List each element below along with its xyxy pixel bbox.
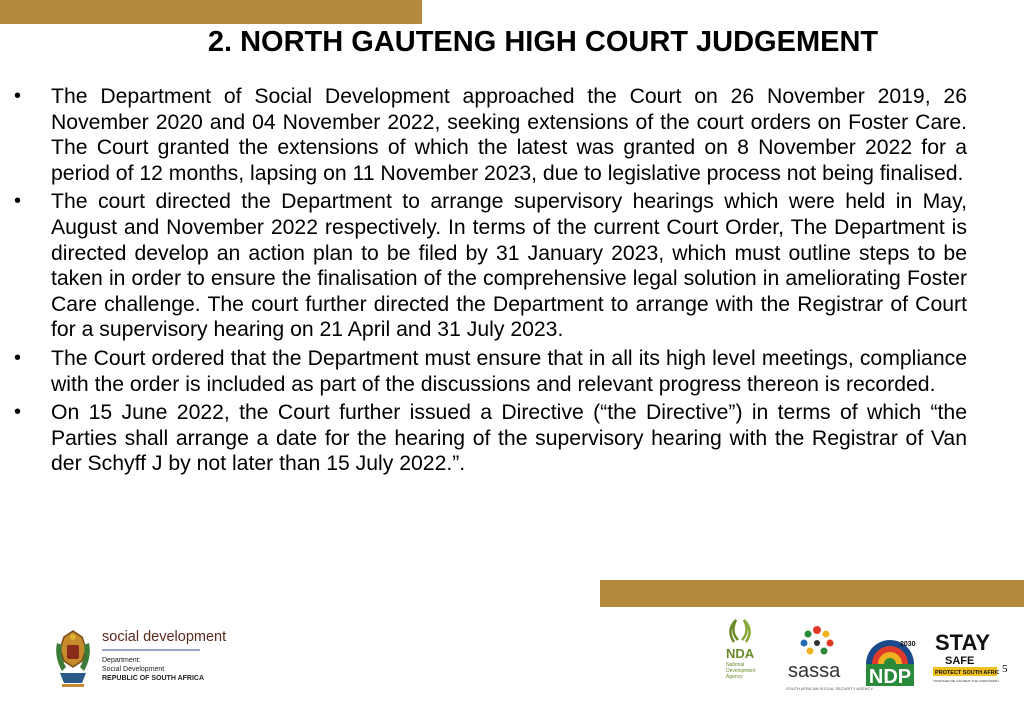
bullet-text: The Court ordered that the Department must ensure that in all its high level meetings, compliance with the order is included as part of the discussions and relevant progress thereon is recorded. bbox=[51, 346, 967, 396]
nda-subtitle-line: Development bbox=[726, 668, 756, 674]
department-line: Department: bbox=[102, 657, 141, 664]
bullet-item bbox=[14, 400, 967, 477]
sassa-logo bbox=[786, 624, 874, 691]
bullet-dot-icon: • bbox=[14, 85, 22, 107]
nda-logo bbox=[720, 616, 764, 696]
partner-logos bbox=[720, 616, 1010, 696]
department-line: REPUBLIC OF SOUTH AFRICA bbox=[102, 675, 205, 682]
bullet-list bbox=[14, 84, 967, 480]
department-divider bbox=[102, 649, 200, 651]
ndp-emblem-icon bbox=[862, 624, 918, 690]
bottom-accent-bar bbox=[600, 580, 1024, 607]
stay-safe-line4: TOGETHER WE CAN BEAT THE CORONAVIRUS bbox=[933, 679, 999, 683]
bullet-dot-icon: • bbox=[14, 346, 22, 369]
bullet-item bbox=[14, 346, 967, 397]
ndp-logo bbox=[862, 624, 918, 690]
nda-name: NDA bbox=[726, 646, 755, 661]
page-number: 5 bbox=[1002, 663, 1008, 675]
bullet-item bbox=[14, 84, 967, 186]
nda-subtitle bbox=[726, 662, 766, 680]
stay-safe-line3: PROTECT SOUTH AFRICA bbox=[935, 670, 999, 676]
nda-subtitle-line: National bbox=[726, 662, 745, 668]
stay-safe-icon bbox=[933, 624, 999, 690]
department-name: social development bbox=[102, 629, 227, 645]
department-details bbox=[102, 656, 204, 683]
bullet-dot-icon: • bbox=[14, 190, 22, 213]
sassa-name: sassa bbox=[788, 660, 841, 682]
stay-safe-line1: STAY bbox=[935, 630, 991, 655]
department-logo bbox=[52, 625, 227, 695]
bullet-text: On 15 June 2022, the Court further issued a Directive (“the Directive”) in terms of which “the Parties shall arrange a date for the hearing of the supervisory hearing with the Registrar of Van der Schyff J by not later than 15 July 2022.”. bbox=[51, 401, 967, 476]
stay-safe-line2: SAFE bbox=[945, 655, 975, 667]
ndp-year: 2030 bbox=[900, 641, 916, 648]
slide-title: 2. NORTH GAUTENG HIGH COURT JUDGEMENT bbox=[207, 26, 879, 58]
department-line: Social Development bbox=[102, 666, 165, 673]
ndp-name: NDP bbox=[868, 666, 912, 688]
bullet-text: The Department of Social Development approached the Court on 26 November 2019, 26 November 2020 and 04 November 2022, seeking extensions of the court orders on Foster Care. The Court granted the extensions of which the latest was granted on 8 November 2022 for a period of 12 months, lapsing on 11 November 2023, due to legislative process not being finalised. bbox=[51, 85, 967, 185]
bullet-item bbox=[14, 189, 967, 343]
bullet-text: The court directed the Department to arrange supervisory hearings which were held in May, August and November 2022 respectively. In terms of the current Court Order, The Department is directed develop an action plan to be filed by 31 January 2023, which must outline steps to be taken in order to ensure the finalisation of the comprehensive legal solution in ameliorating Foster Care challenge. The court further directed the Department to arrange with the Registrar of Court for a supervisory hearing on 21 April and 31 July 2023. bbox=[51, 190, 967, 342]
sassa-subtitle: SOUTH AFRICAN SOCIAL SECURITY AGENCY bbox=[786, 686, 874, 691]
nda-swirl-icon bbox=[720, 616, 764, 646]
bullet-dot-icon: • bbox=[14, 401, 22, 424]
stay-safe-logo bbox=[933, 624, 999, 690]
nda-subtitle-line: Agency bbox=[726, 674, 743, 680]
top-accent-bar bbox=[0, 0, 422, 24]
coat-of-arms-icon bbox=[52, 627, 94, 689]
sassa-figures-icon bbox=[786, 624, 848, 660]
